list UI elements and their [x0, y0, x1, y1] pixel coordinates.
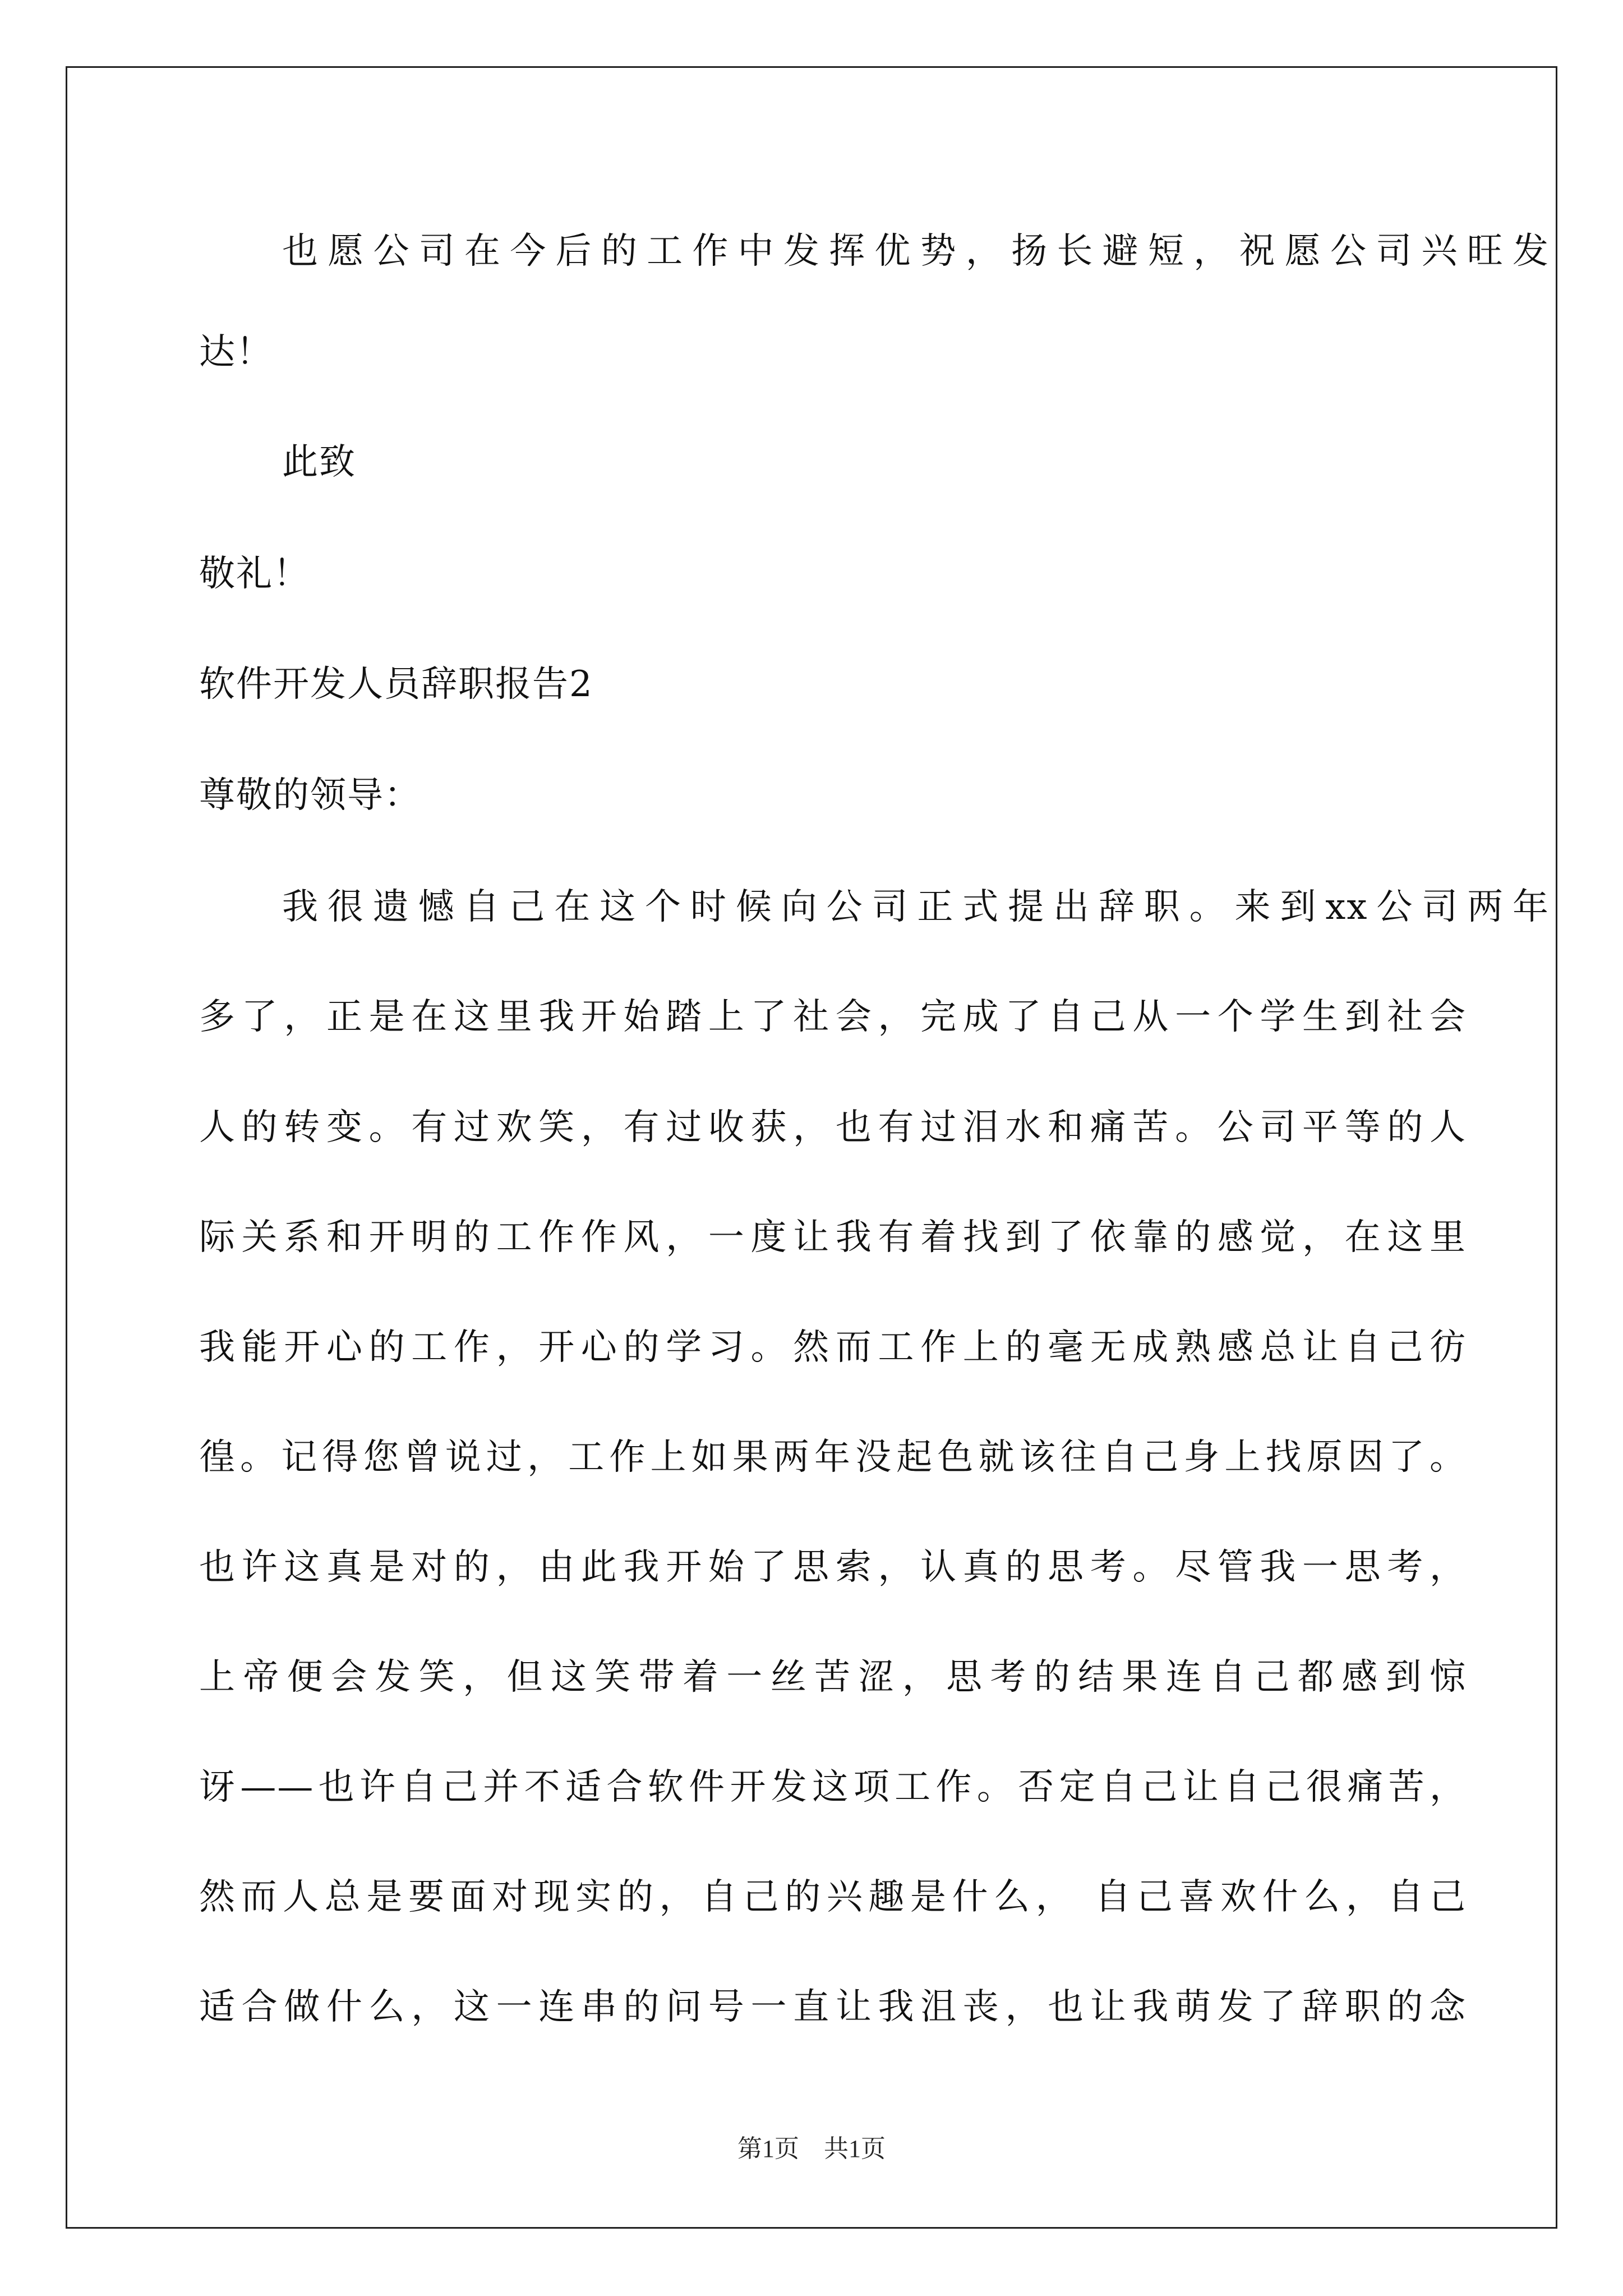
paragraph-line: 适合做什么，这一连串的问号一直让我沮丧，也让我萌发了辞职的念 [199, 1986, 1467, 2028]
paragraph-line: 多了，正是在这里我开始踏上了社会，完成了自己从一个学生到社会 [199, 996, 1467, 1038]
section-heading: 软件开发人员辞职报告2 [199, 664, 593, 705]
salutation-closing: 敬礼！ [199, 553, 310, 595]
paragraph-line: 际关系和开明的工作作风，一度让我有着找到了依靠的感觉，在这里 [199, 1217, 1467, 1258]
paragraph-line: 然而人总是要面对现实的，自己的兴趣是什么， 自己喜欢什么，自己 [199, 1876, 1467, 1918]
paragraph-line: 达！ [199, 332, 273, 373]
paragraph-line: 也许这真是对的，由此我开始了思索，认真的思考。尽管我一思考， [199, 1547, 1467, 1588]
paragraph-line: 也愿公司在今后的工作中发挥优势，扬长避短，祝愿公司兴旺发 [282, 231, 1550, 272]
page-number-footer: 第1页 共1页 [737, 2135, 886, 2162]
paragraph-line: 我能开心的工作，开心的学习。然而工作上的毫无成熟感总让自己彷 [199, 1327, 1467, 1368]
paragraph-line: 徨。记得您曾说过，工作上如果两年没起色就该往自己身上找原因了。 [199, 1437, 1467, 1478]
paragraph-line: 讶——也许自己并不适合软件开发这项工作。否定自己让自己很痛苦， [199, 1766, 1467, 1808]
paragraph-line: 我很遗憾自己在这个时候向公司正式提出辞职。来到xx公司两年 [282, 886, 1550, 928]
paragraph-line: 人的转变。有过欢笑，有过收获，也有过泪水和痛苦。公司平等的人 [199, 1107, 1467, 1148]
paragraph-line: 上帝便会发笑，但这笑带着一丝苦涩，思考的结果连自己都感到惊 [199, 1657, 1467, 1698]
greeting: 尊敬的领导： [199, 775, 421, 816]
closing-phrase: 此致 [282, 441, 356, 483]
